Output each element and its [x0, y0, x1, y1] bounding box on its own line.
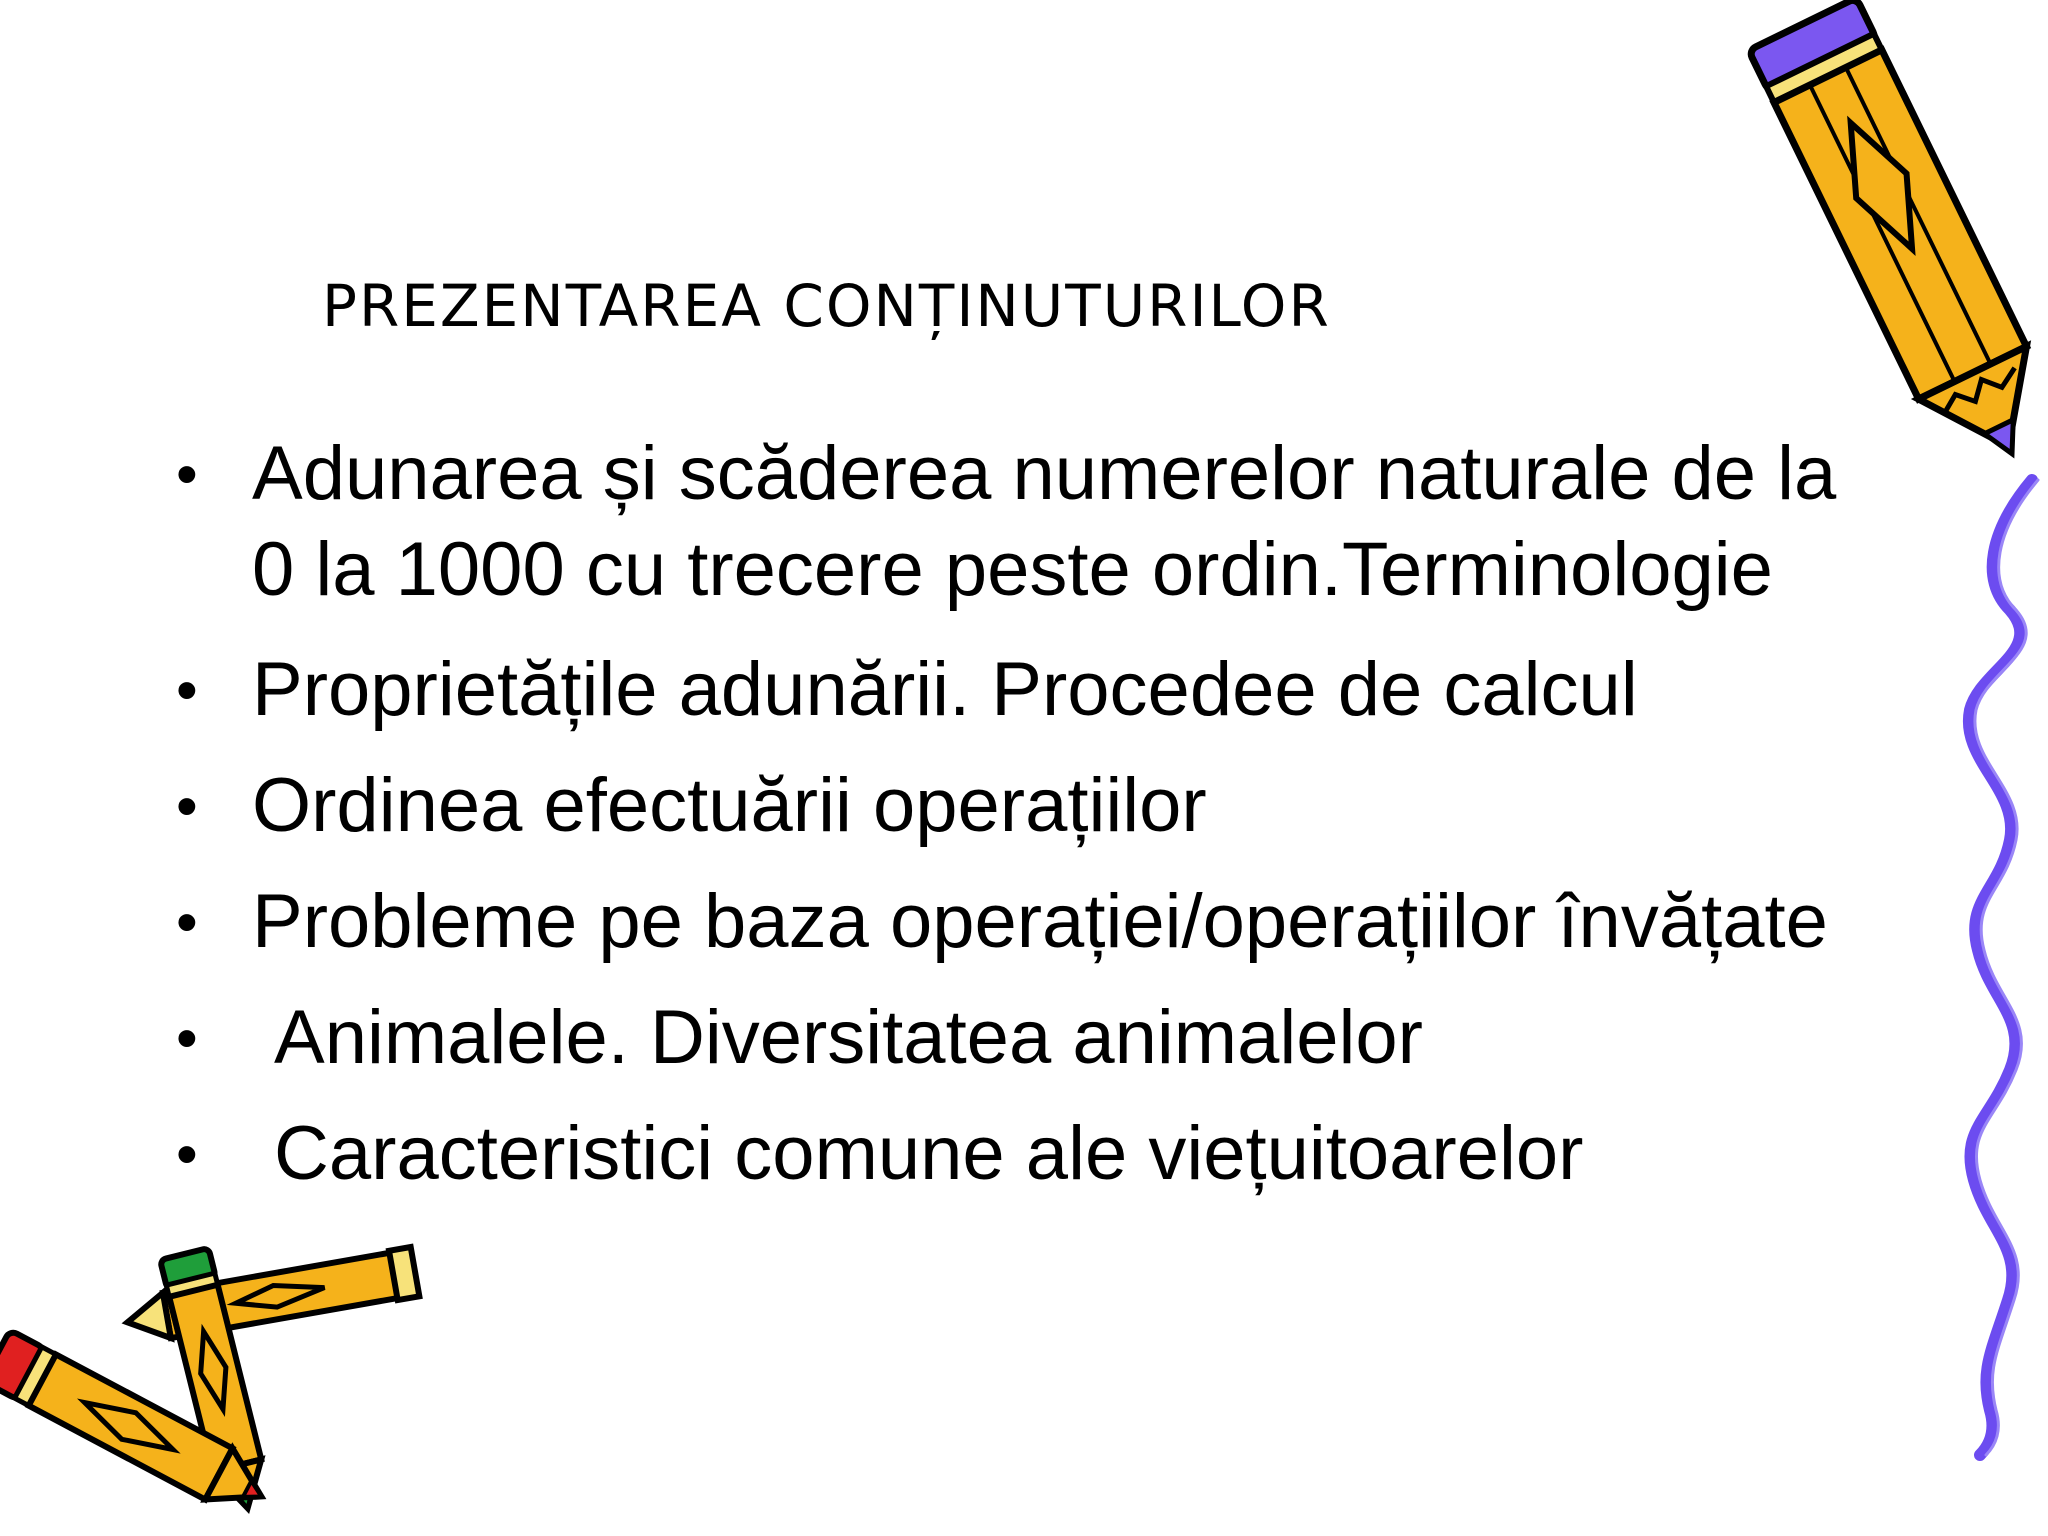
bullet-item-6: Caracteristici comune ale viețuitoarelor — [274, 1111, 1584, 1196]
slide-title: PREZENTAREA CONȚINUTURILOR — [322, 272, 1331, 340]
bullet-marker: • — [176, 656, 198, 725]
bullet-item-5: Animalele. Diversitatea animalelor — [274, 995, 1423, 1080]
bullet-marker: • — [176, 772, 198, 841]
bullet-marker: • — [176, 1120, 198, 1189]
bullet-item-1-line-1: Adunarea și scăderea numerelor naturale de la — [252, 431, 1837, 516]
bullet-marker: • — [176, 1004, 198, 1073]
bullet-marker: • — [176, 440, 198, 509]
bullet-item-2: Proprietățile adunării. Procedee de calcul — [252, 647, 1638, 732]
crossed-pencils-icon — [0, 1240, 420, 1536]
pencil-icon — [1720, 0, 2040, 500]
bullet-item-3: Ordinea efectuării operațiilor — [252, 763, 1207, 848]
bullet-item-1-line-2: 0 la 1000 cu trecere peste ordin.Terminologie — [252, 527, 1773, 612]
bullet-marker: • — [176, 888, 198, 957]
bullet-item-4: Probleme pe baza operației/operațiilor învățate — [252, 879, 1828, 964]
squiggle-line-icon — [1950, 470, 2048, 1460]
